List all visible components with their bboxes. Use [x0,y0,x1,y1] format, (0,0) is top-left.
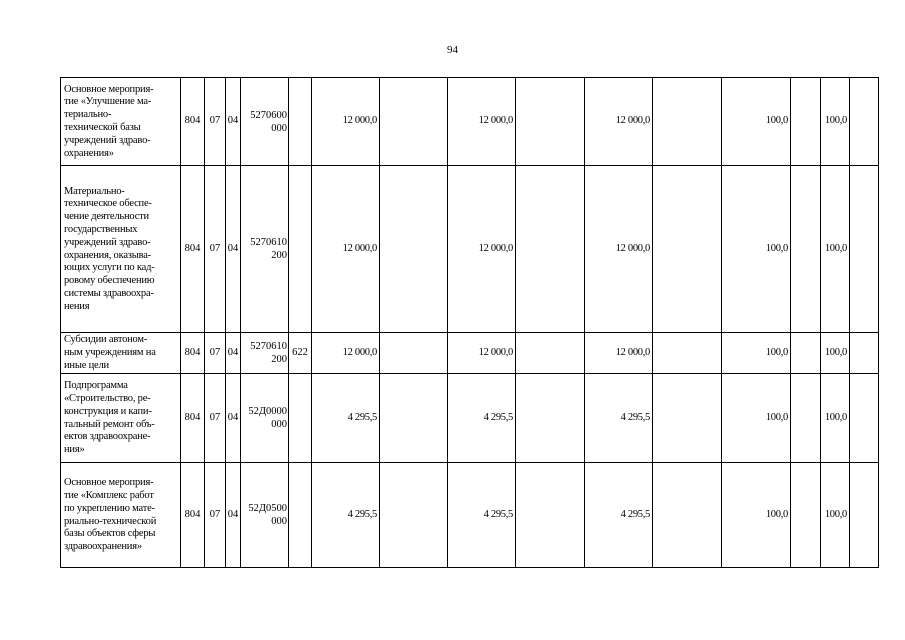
pr-cell: 04 [226,463,241,568]
percent-2-cell: 100,0 [821,333,850,374]
vr-cell [289,463,312,568]
row-name-line: риально-технической [64,515,157,527]
rz-cell: 07 [205,463,226,568]
csr-cell [241,333,289,374]
amount-approved-cell: 12 000,0 [312,78,380,166]
percent-2-cell: 100,0 [821,78,850,166]
pr-cell: 04 [226,78,241,166]
csr-line: 5270610 [250,237,287,248]
empty-cell [516,463,585,568]
row-name-line: «Строительство, ре- [64,392,151,404]
empty-cell [791,374,821,463]
percent-2-cell: 100,0 [821,166,850,333]
amount-plan-cell: 12 000,0 [448,78,516,166]
csr-cell [241,374,289,463]
amount-plan-cell: 4 295,5 [448,463,516,568]
empty-cell [850,374,879,463]
empty-cell [791,78,821,166]
row-name-line: государственных [64,223,138,235]
row-name-line: Субсидии автоном- [64,334,148,346]
row-name-line: конструкция и капи- [64,405,152,417]
grbs-cell: 804 [181,166,205,333]
row-name-line: Подпрограмма [64,380,128,392]
row-name-line: Основное мероприя- [64,477,154,489]
amount-approved-cell: 4 295,5 [312,374,380,463]
row-name-line: охранения, оказыва- [64,249,151,261]
empty-cell [653,374,722,463]
percent-2-cell: 100,0 [821,374,850,463]
empty-cell [653,463,722,568]
row-name-line: иные цели [64,359,109,371]
csr-line: 52Д0000 [248,406,287,417]
amount-plan-cell: 12 000,0 [448,166,516,333]
table-row [61,333,879,374]
csr-line: 200 [271,250,287,261]
row-name-line: нения [64,300,90,312]
row-name-line: базы объектов сферы [64,528,156,540]
empty-cell [850,78,879,166]
row-name-line: Материально- [64,185,125,197]
pr-cell: 04 [226,166,241,333]
csr-line: 000 [271,419,287,430]
amount-executed-cell: 4 295,5 [585,374,653,463]
empty-cell [516,333,585,374]
empty-cell [791,463,821,568]
empty-cell [380,166,448,333]
grbs-cell: 804 [181,463,205,568]
row-name-line: учреждений здраво- [64,236,151,248]
csr-line: 5270610 [250,341,287,352]
row-name-line: технической базы [64,122,141,133]
empty-cell [653,166,722,333]
amount-plan-cell: 4 295,5 [448,374,516,463]
pr-cell: 04 [226,374,241,463]
amount-executed-cell: 12 000,0 [585,166,653,333]
row-name-line: ектов здравоохране- [64,431,151,443]
row-name-line: Основное мероприя- [64,83,154,95]
rz-cell: 07 [205,166,226,333]
row-name-line: охранения» [64,147,114,159]
page-number: 94 [447,44,458,56]
empty-cell [791,166,821,333]
vr-cell [289,166,312,333]
row-name-line: териально- [64,109,112,121]
row-name-cell [61,78,181,166]
empty-cell [850,333,879,374]
empty-cell [380,333,448,374]
percent-1-cell: 100,0 [722,374,791,463]
budget-table [60,77,879,568]
pr-cell: 04 [226,333,241,374]
vr-cell [289,374,312,463]
empty-cell [653,78,722,166]
csr-cell [241,463,289,568]
rz-cell: 07 [205,78,226,166]
row-name-line: ния» [64,444,85,456]
amount-executed-cell: 12 000,0 [585,78,653,166]
row-name-line: техническое обеспе- [64,198,152,210]
empty-cell [791,333,821,374]
row-name-cell [61,166,181,333]
empty-cell [516,166,585,333]
row-name-line: тие «Комплекс работ [64,489,154,501]
row-name-cell [61,374,181,463]
empty-cell [653,333,722,374]
amount-executed-cell: 4 295,5 [585,463,653,568]
csr-line: 5270600 [250,109,287,121]
csr-cell [241,166,289,333]
rz-cell: 07 [205,374,226,463]
row-name-cell [61,463,181,568]
csr-line: 000 [271,122,287,134]
row-name-line: системы здравоохра- [64,287,154,299]
row-name-line: учреждений здраво- [64,134,151,146]
csr-cell [241,78,289,166]
vr-cell [289,78,312,166]
grbs-cell: 804 [181,78,205,166]
percent-1-cell: 100,0 [722,463,791,568]
empty-cell [380,374,448,463]
csr-line: 000 [271,516,287,527]
table-row [61,374,879,463]
csr-line: 200 [271,354,287,365]
amount-approved-cell: 12 000,0 [312,166,380,333]
grbs-cell: 804 [181,333,205,374]
rz-cell: 07 [205,333,226,374]
empty-cell [516,374,585,463]
row-name-cell [61,333,181,374]
percent-2-cell: 100,0 [821,463,850,568]
grbs-cell: 804 [181,374,205,463]
amount-approved-cell: 12 000,0 [312,333,380,374]
row-name-line: здравоохранения» [64,541,142,553]
row-name-line: тие «Улучшение ма- [64,96,152,108]
csr-line: 52Д0500 [248,503,287,514]
empty-cell [380,78,448,166]
row-name-line: чение деятельности [64,211,149,223]
row-name-line: тальный ремонт объ- [64,418,155,430]
table-row [61,166,879,333]
empty-cell [380,463,448,568]
amount-plan-cell: 12 000,0 [448,333,516,374]
row-name-line: ровому обеспечению [64,275,155,287]
row-name-line: ющих услуги по кад- [64,262,155,274]
empty-cell [850,463,879,568]
amount-approved-cell: 4 295,5 [312,463,380,568]
percent-1-cell: 100,0 [722,333,791,374]
amount-executed-cell: 12 000,0 [585,333,653,374]
row-name-line: по укреплению мате- [64,502,155,514]
vr-cell: 622 [289,333,312,374]
table-row [61,463,879,568]
empty-cell [850,166,879,333]
row-name-line: ным учреждениям на [64,347,156,359]
percent-1-cell: 100,0 [722,166,791,333]
empty-cell [516,78,585,166]
percent-1-cell: 100,0 [722,78,791,166]
table-row [61,78,879,166]
